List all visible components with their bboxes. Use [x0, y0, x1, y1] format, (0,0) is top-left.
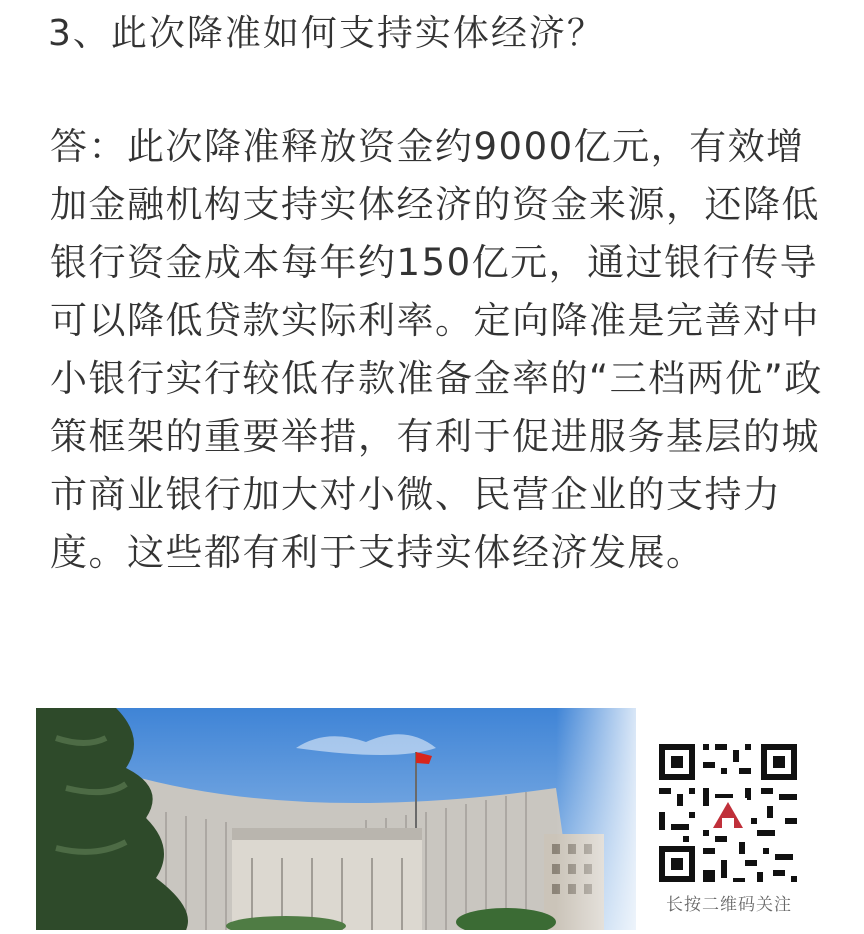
answer-line: 市商业银行加大对小微、民营企业的支持力: [50, 473, 782, 516]
answer-line: 可以降低贷款实际利率。定向降准是完善对中: [50, 299, 820, 342]
qr-card: [646, 732, 812, 918]
question-heading: 3、此次降准如何支持实体经济？: [48, 13, 605, 54]
answer-line: 度。这些都有利于支持实体经济发展。: [50, 531, 705, 574]
answer-line: 加金融机构支持实体经济的资金来源，还降低: [50, 183, 820, 226]
answer-line: 银行资金成本每年约150亿元，通过银行传导: [50, 241, 819, 284]
qr-code-icon[interactable]: [653, 738, 803, 888]
qr-caption: 长按二维码关注: [666, 895, 792, 915]
answer-line: 小银行实行较低存款准备金率的“三档两优”政: [50, 357, 823, 400]
answer-line: 答：此次降准释放资金约9000亿元，有效增: [50, 125, 805, 168]
qr-banner: [36, 708, 828, 930]
answer-paragraph: [50, 118, 823, 582]
answer-line: 策框架的重要举措，有利于促进服务基层的城: [50, 415, 820, 458]
